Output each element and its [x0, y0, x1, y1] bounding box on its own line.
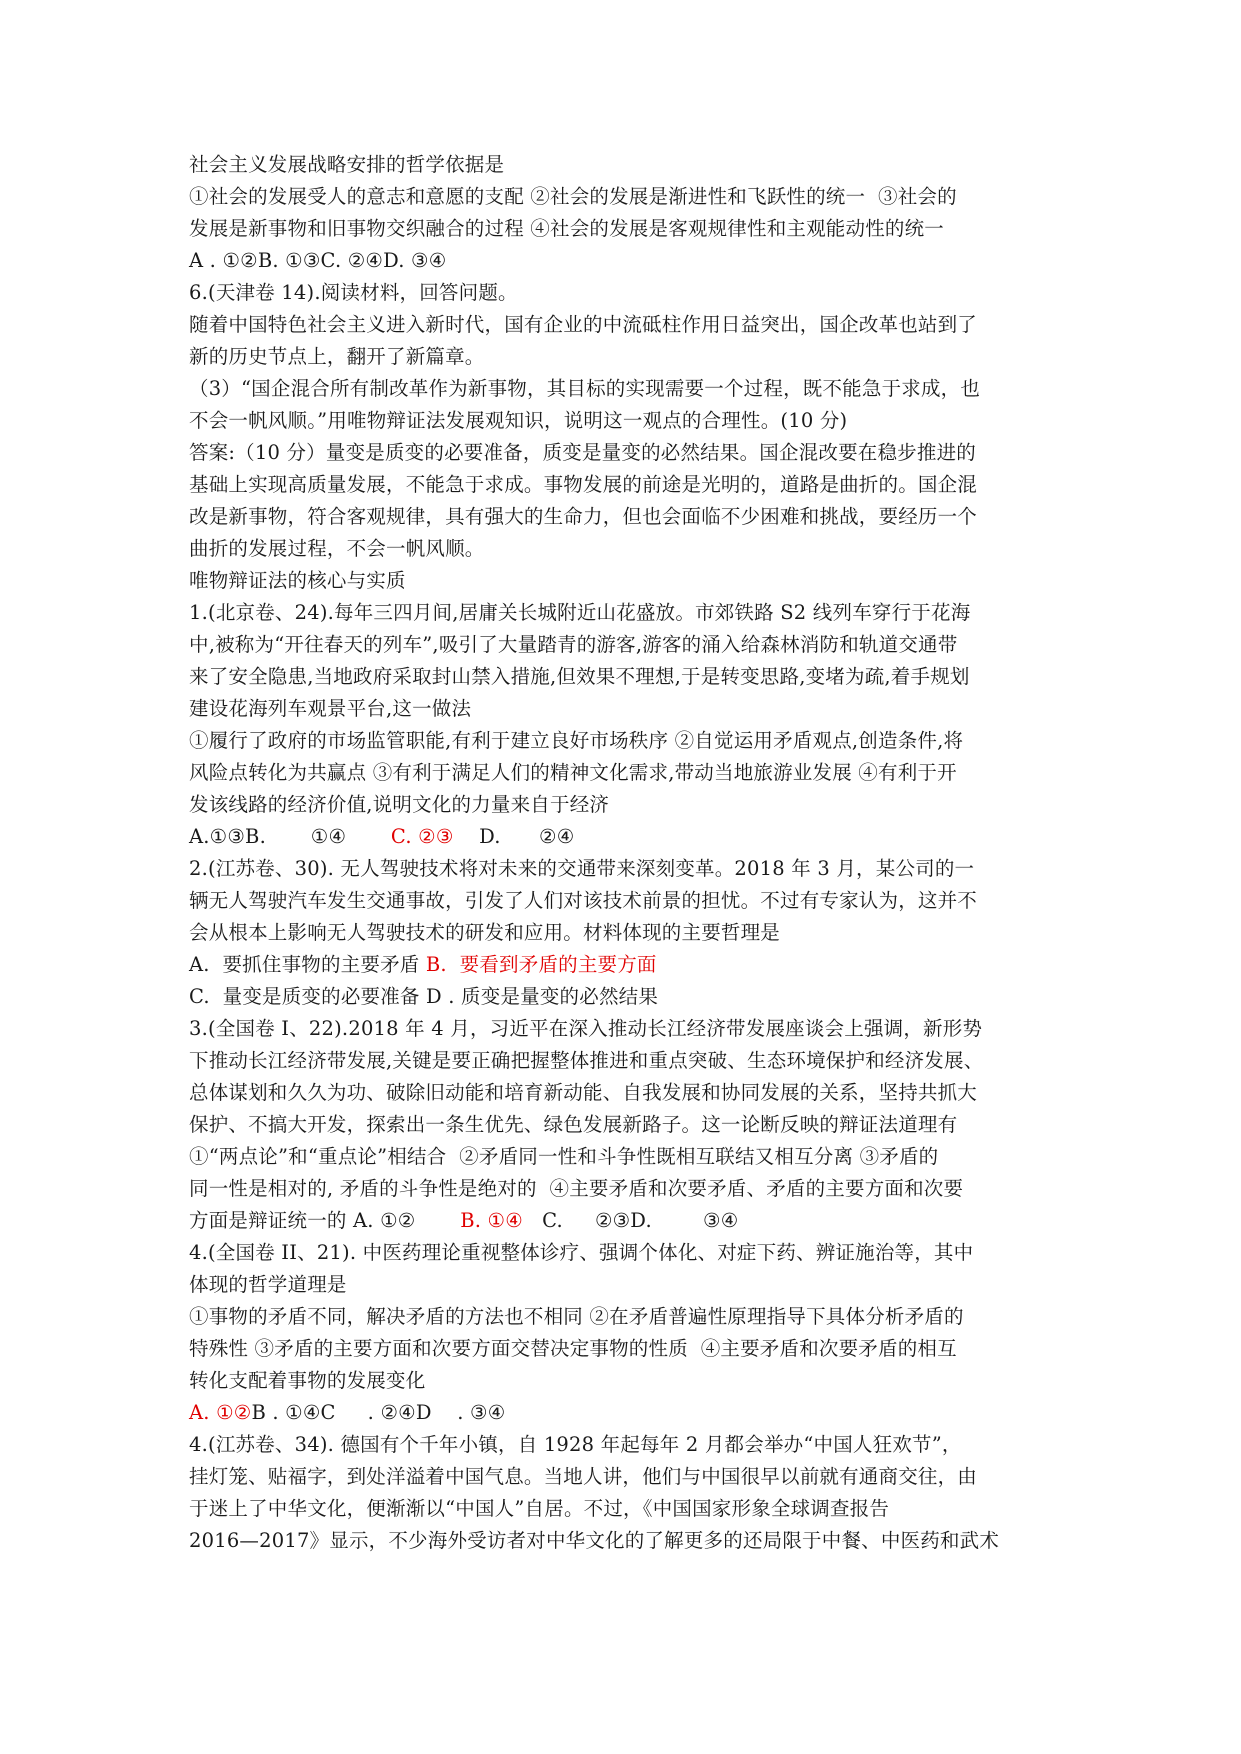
- text-segment: 转化支配着事物的发展变化: [189, 1369, 426, 1392]
- text-line: [189, 1143, 938, 1171]
- text-segment: 6.(天津卷 14).阅读材料，回答问题。: [189, 281, 518, 304]
- text-segment: 方面是辩证统一的 A. ①②: [189, 1209, 461, 1232]
- text-segment: 社会主义发展战略安排的哲学依据是: [189, 153, 505, 176]
- text-line: [189, 1495, 889, 1523]
- text-line: [189, 1047, 983, 1075]
- text-line: [189, 1303, 964, 1331]
- text-segment: B . ①④C . ②④D . ③④: [251, 1401, 506, 1424]
- text-line: [189, 1015, 982, 1043]
- text-segment: 随着中国特色社会主义进入新时代，国有企业的中流砥柱作用日益突出，国企改革也站到了: [189, 313, 978, 336]
- text-line: [189, 1111, 957, 1139]
- text-line: [189, 823, 574, 851]
- text-segment: 于迷上了中华文化，便渐渐以“中国人”自居。不过，《中国国家形象全球调查报告: [189, 1497, 890, 1520]
- text-segment: 答案:（10 分）量变是质变的必要准备，质变是量变的必然结果。国企混改要在稳步推进的: [189, 441, 976, 464]
- text-segment: 体现的哲学道理是: [189, 1273, 347, 1296]
- text-segment: C. 量变是质变的必要准备 D . 质变是量变的必然结果: [189, 985, 659, 1008]
- text-line: [189, 375, 980, 403]
- text-segment: D. ②④: [453, 825, 575, 848]
- text-segment: ①社会的发展受人的意志和意愿的支配 ②社会的发展是渐进性和飞跃性的统一 ③社会的: [189, 185, 957, 208]
- text-line: [189, 311, 977, 339]
- text-segment: 2.(江苏卷、30). 无人驾驶技术将对未来的交通带来深刻变革。2018 年 3 月，某公司的一: [189, 857, 975, 880]
- text-segment: 曲折的发展过程，不会一帆风顺。: [189, 537, 485, 560]
- text-line: [189, 663, 970, 691]
- text-line: [189, 1175, 963, 1203]
- text-segment: 总体谋划和久久为功、破除旧动能和培育新动能、自我发展和协同发展的关系，坚持共抓大: [189, 1081, 978, 1104]
- text-segment: 发展是新事物和旧事物交织融合的过程 ④社会的发展是客观规律性和主观能动性的统一: [189, 217, 944, 240]
- text-segment: 不会一帆风顺。”用唯物辩证法发展观知识，说明这一观点的合理性。(10 分): [189, 409, 848, 432]
- text-line: [189, 471, 977, 499]
- text-line: [189, 535, 485, 563]
- text-line: [189, 919, 780, 947]
- text-segment: 特殊性 ③矛盾的主要方面和次要方面交替决定事物的性质 ④主要矛盾和次要矛盾的相互: [189, 1337, 957, 1360]
- text-segment: 1.(北京卷、24).每年三四月间,居庸关长城附近山花盛放。市郊铁路 S2 线列车穿行于花海: [189, 601, 971, 624]
- answer-highlight: B. ①④: [460, 1209, 523, 1232]
- answer-highlight: B. 要看到矛盾的主要方面: [425, 953, 657, 976]
- text-line: [189, 279, 518, 307]
- text-line: [189, 1367, 425, 1395]
- text-segment: 4.(全国卷 II、21). 中医药理论重视整体诊疗、强调个体化、对症下药、辨证施治等，其中: [189, 1241, 974, 1264]
- text-line: [189, 599, 970, 627]
- text-line: [189, 1527, 999, 1555]
- text-segment: 来了安全隐患,当地政府采取封山禁入措施,但效果不理想,于是转变思路,变堵为疏,着手规划: [189, 665, 970, 688]
- text-segment: ①“两点论”和“重点论”相结合 ②矛盾同一性和斗争性既相互联结又相互分离 ③矛盾的: [189, 1145, 939, 1168]
- text-segment: 辆无人驾驶汽车发生交通事故，引发了人们对该技术前景的担忧。不过有专家认为，这并不: [189, 889, 978, 912]
- text-line: [189, 1239, 973, 1267]
- text-line: [189, 439, 976, 467]
- text-segment: A . ①②B. ①③C. ②④D. ③④: [189, 249, 447, 272]
- text-line: [189, 887, 977, 915]
- text-line: [189, 791, 609, 819]
- text-line: [189, 1207, 738, 1235]
- text-line: [189, 727, 963, 755]
- text-line: [189, 215, 944, 243]
- text-segment: 4.(江苏卷、34). 德国有个千年小镇，自 1928 年起每年 2 月都会举办“中国人狂欢节”，: [189, 1433, 962, 1456]
- text-line: [189, 1399, 505, 1427]
- text-line: [189, 983, 658, 1011]
- answer-highlight: A. ①②: [189, 1401, 252, 1424]
- text-line: [189, 1271, 347, 1299]
- text-segment: 保护、不搞大开发，探索出一条生优先、绿色发展新路子。这一论断反映的辩证法道理有: [189, 1113, 958, 1136]
- text-segment: 发该线路的经济价值,说明文化的力量来自于经济: [189, 793, 610, 816]
- text-segment: 下推动长江经济带发展,关键是要正确把握整体推进和重点突破、生态环境保护和经济发展、: [189, 1049, 984, 1072]
- text-line: [189, 567, 406, 595]
- text-line: [189, 631, 957, 659]
- text-line: [189, 247, 446, 275]
- text-line: [189, 183, 957, 211]
- text-line: [189, 151, 504, 179]
- text-segment: 2016—2017》显示，不少海外受访者对中华文化的了解更多的还局限于中餐、中医药和武术: [189, 1529, 1000, 1552]
- text-line: [189, 759, 957, 787]
- text-line: [189, 1463, 977, 1491]
- text-segment: 新的历史节点上，翻开了新篇章。: [189, 345, 485, 368]
- text-line: [189, 1079, 977, 1107]
- text-line: [189, 951, 657, 979]
- text-segment: 中,被称为“开往春天的列车”,吸引了大量踏青的游客,游客的涌入给森林消防和轨道交通带: [189, 633, 958, 656]
- text-line: [189, 1335, 957, 1363]
- text-segment: 3.(全国卷 I、22).2018 年 4 月，习近平在深入推动长江经济带发展座谈会上强调，新形势: [189, 1017, 983, 1040]
- text-segment: 挂灯笼、贴福字，到处洋溢着中国气息。当地人讲，他们与中国很早以前就有通商交往，由: [189, 1465, 978, 1488]
- text-segment: A. 要抓住事物的主要矛盾: [189, 953, 426, 976]
- text-line: [189, 407, 847, 435]
- text-segment: ①履行了政府的市场监管职能,有利于建立良好市场秩序 ②自觉运用矛盾观点,创造条件,将: [189, 729, 964, 752]
- text-segment: 唯物辩证法的核心与实质: [189, 569, 406, 592]
- answer-highlight: C. ②③: [390, 825, 454, 848]
- text-segment: 同一性是相对的, 矛盾的斗争性是绝对的 ④主要矛盾和次要矛盾、矛盾的主要方面和次要: [189, 1177, 964, 1200]
- text-segment: 改是新事物，符合客观规律，具有强大的生命力，但也会面临不少困难和挑战，要经历一个: [189, 505, 978, 528]
- text-segment: 基础上实现高质量发展，不能急于求成。事物发展的前途是光明的，道路是曲折的。国企混: [189, 473, 978, 496]
- text-segment: A.①③B. ①④: [189, 825, 391, 848]
- text-segment: 会从根本上影响无人驾驶技术的研发和应用。材料体现的主要哲理是: [189, 921, 781, 944]
- text-line: [189, 855, 974, 883]
- text-segment: 建设花海列车观景平台,这一做法: [189, 697, 472, 720]
- text-line: [189, 503, 977, 531]
- text-segment: C. ②③D. ③④: [522, 1209, 739, 1232]
- text-segment: ①事物的矛盾不同，解决矛盾的方法也不相同 ②在矛盾普遍性原理指导下具体分析矛盾的: [189, 1305, 964, 1328]
- text-segment: 风险点转化为共赢点 ③有利于满足人们的精神文化需求,带动当地旅游业发展 ④有利于开: [189, 761, 957, 784]
- text-line: [189, 1431, 962, 1459]
- text-line: [189, 695, 471, 723]
- text-segment: （3）“国企混合所有制改革作为新事物，其目标的实现需要一个过程，既不能急于求成，也: [189, 377, 981, 400]
- text-line: [189, 343, 485, 371]
